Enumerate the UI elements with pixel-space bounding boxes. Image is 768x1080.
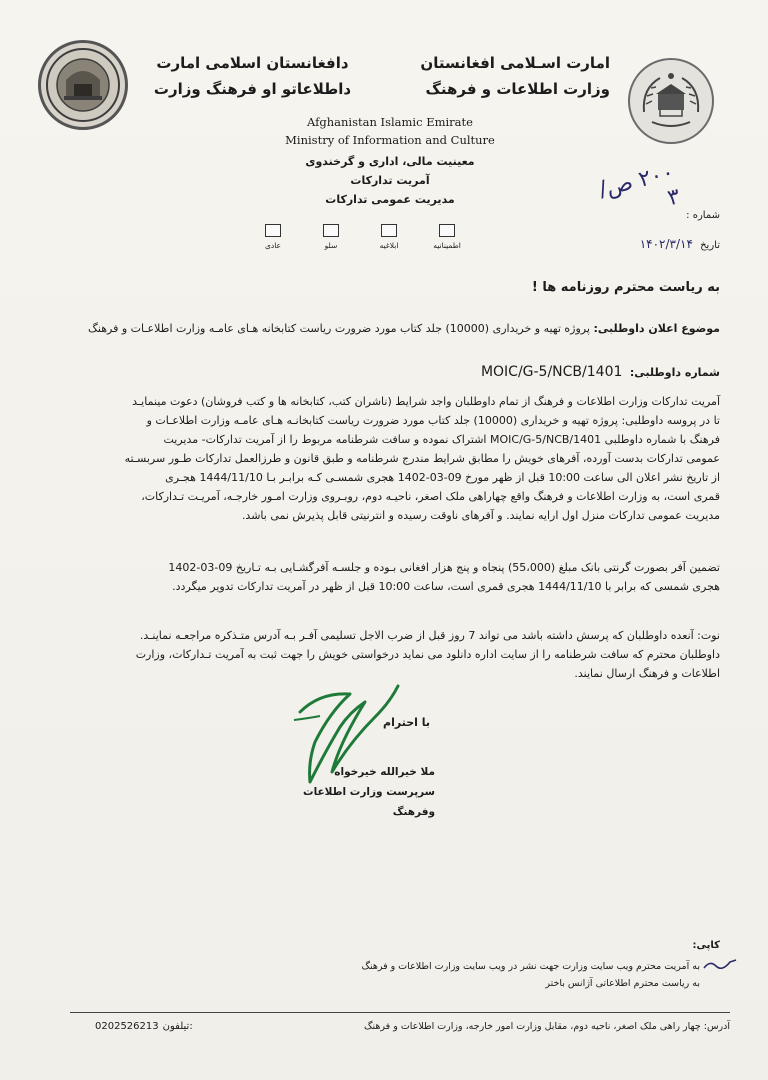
header-right <box>395 50 610 102</box>
number-label: شماره : <box>686 210 720 221</box>
checkbox-secret[interactable] <box>323 224 339 237</box>
dept-line2: آمریت تدارکات <box>350 174 430 187</box>
p3-line3: اطلاعات و فرهنگ ارسال نمایند. <box>574 667 720 680</box>
classification-secret[interactable] <box>308 224 354 251</box>
checkbox-urgent[interactable] <box>439 224 455 237</box>
subject-block <box>85 318 720 340</box>
classification-normal[interactable] <box>250 224 296 251</box>
header-right-line1: امارت اسـلامی افغانستان <box>420 54 610 72</box>
subject-text: پروژه تهیه و خریداری (10000) جلد کتاب مورد ضرورت ریاست کتابخانه هـای عامـه وزارت اطلاعـات و فرهنگ <box>88 322 590 335</box>
p2-line2: هجری شمسی که برابر با 1444/11/10 هجری قمری است، ساعت 10:00 قبل از ظهر در آمریت تدارکات تدویر میگردد. <box>172 580 720 593</box>
signer-title: سرپرست وزارت اطلاعات وفرهنگ <box>303 786 435 818</box>
p2-line1: تضمین آفر بصورت گرنتی بانک مبلغ (55،000) پنجاه و پنج هزار افغانی بـوده و جلسـه آفرگشـایی بـه تـاریخ 09-03-1402 <box>168 561 720 574</box>
footer-phone-value: 0202526213 <box>95 1021 159 1032</box>
checkbox-urgent-label: اطمینانیه <box>433 241 461 250</box>
footer-address: آدرس: چهار راهی ملک اصغر، ناحیه دوم، مقابل وزارت امور خارجه، وزارت اطلاعات و فرهنگ <box>364 1021 730 1032</box>
number-handwritten: ۲۰۰ ص/ ۳ <box>596 159 683 212</box>
date-label: تاریخ <box>700 240 720 251</box>
p1-line5: از تاریخ نشر اعلان الی ساعت 10:00 قبل از ظهر مورخ 09-03-1402 هجری شمسـی کـه برابـر بـا 1444/11/10 هجـری <box>165 471 720 484</box>
classification-notice[interactable] <box>366 224 412 251</box>
checkbox-notice[interactable] <box>381 224 397 237</box>
header-center-line2: داطلاعاتو او فرهنگ وزارت <box>153 80 352 98</box>
bid-number-value: MOIC/G-5/NCB/1401 <box>480 364 623 380</box>
header-center-line1: دافغانستان اسلامی امارت <box>156 54 349 72</box>
department-block <box>280 152 500 209</box>
header-en-line2: Ministry of Information and Culture <box>285 133 495 147</box>
date-field <box>570 237 720 251</box>
ministry-logo <box>38 40 128 130</box>
checkbox-normal[interactable] <box>265 224 281 237</box>
p1-line3: فرهنگ با شماره داوطلبی MOIC/G-5/NCB/1401 اشتراک نموده و سافت شرطنامه مربوط را از آمریت تدارکات- مدیریت <box>163 433 720 446</box>
checkbox-secret-label: سلو <box>324 241 338 250</box>
ministry-seal-icon <box>44 46 122 124</box>
bid-number-row <box>300 364 720 380</box>
signer-block <box>300 762 435 822</box>
dept-line3: مدیریت عمومی تدارکات <box>325 193 455 206</box>
copy-item-2: به ریاست محترم اطلاعاتی آژانس باختر <box>545 978 700 989</box>
date-value: ۱۴۰۲/۳/۱۴ <box>639 237 693 251</box>
bid-number-label: شماره داوطلبی: <box>629 366 720 379</box>
classification-urgent[interactable] <box>424 224 470 251</box>
header-center <box>150 50 355 102</box>
checkbox-notice-label: ابلاغیه <box>379 241 399 250</box>
p3-line1: نوت: آنعده داوطلبان که پرسش داشته باشد می تواند 7 روز قبل از ضرب الاجل تسلیمی آفـر بـه آدرس متـذکره مراجعـه نماینـد. <box>139 629 720 642</box>
p1-line6: قمری است، به وزارت اطلاعات و فرهنگ واقع چهاراهی ملک اصغر، ناحیـه دوم، روبـروی وزارت امـور خارجـه، آمریـت تـدارکات، <box>141 490 720 503</box>
copy-handwritten-mark-icon <box>702 956 738 974</box>
p1-line4: عمومی تدارکات بدست آورده، آفرهای خویش را مطابق شرایط مندرج شرطنامه و طبق قانون و طرزالعمل تدارکات طـور سربسـته <box>124 452 720 465</box>
emirate-emblem <box>628 58 714 144</box>
p1-line7: مدیریت عمومی تدارکات منزل اول ارایه نمایند. و آفرهای ناوقت رسیده و انترنیتی قابل پذیرش نمی باشد. <box>241 509 720 522</box>
header-english <box>270 113 510 149</box>
p1-line2: تا در پروسه داوطلبی: پروژه تهیه و خریداری (10000) جلد کتاب مورد ضرورت ریاست کتابخانـه هـای عامـه وزارت اطلاعـات و <box>146 414 720 427</box>
copies-label: کاپی: <box>692 940 720 951</box>
header-right-line2: وزارت اطلاعات و فرهنگ <box>425 80 610 98</box>
header-en-line1: Afghanistan Islamic Emirate <box>307 115 473 129</box>
footer-phone <box>95 1018 325 1035</box>
p3-line2: داوطلبان محترم که سافت شرطنامه را از سایت اداره دانلود می نماید درخواستی خویش را جهت ثبت به آمریت تـدارکات، وزارت <box>135 648 720 661</box>
closing-regards: با احترام <box>383 716 430 729</box>
footer-phone-label: تیلفون: <box>162 1021 193 1032</box>
subject-label: موضوع اعلان داوطلبی: <box>593 322 720 335</box>
dept-line1: معینیت مالی، اداری و گرخندوی <box>305 155 475 168</box>
p1-line1: آمریت تدارکات وزارت اطلاعات و فرهنگ از تمام داوطلبان واجد شرایط (ناشران کتب، کتابخانه ها و کتب فروشان) دعوت مینمایـد <box>132 395 720 408</box>
paragraph-guarantee <box>80 558 720 596</box>
salutation: به ریاست محترم روزنامه ها ! <box>531 280 720 295</box>
signer-name: ملا خیرالله خیرخواه <box>334 766 435 778</box>
checkbox-normal-label: عادی <box>265 241 281 250</box>
footer-divider <box>70 1012 730 1013</box>
copy-item-1: به آمریت محترم ویب سایت وزارت جهت نشر در ویب سایت وزارت اطلاعات و فرهنگ <box>361 961 700 972</box>
copies-list <box>300 958 700 992</box>
emblem-icon <box>634 64 708 138</box>
classification-row <box>250 224 470 251</box>
paragraph-invitation <box>80 392 720 525</box>
